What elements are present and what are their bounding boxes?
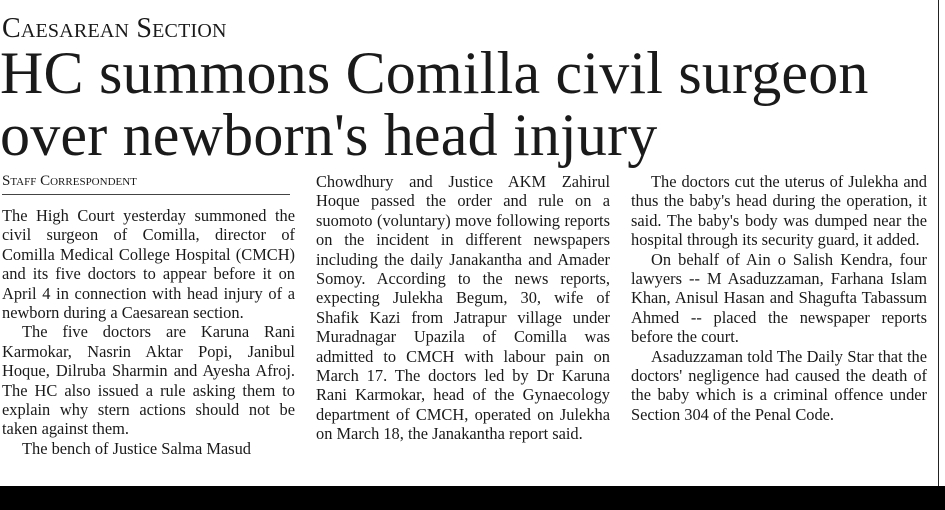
paragraph: The five doctors are Karuna Rani Karmokar, Nasrin Aktar Popi, Janibul Hoque, Dilruba Sharmin and Ayesha Afroj. The HC also issued a rule asking them to explain why stern actions should not be taken against them. (2, 322, 295, 439)
article-column-2 (316, 172, 610, 486)
paragraph: The High Court yesterday summoned the civil surgeon of Comilla, director of Comilla Medical College Hospital (CMCH) and its five doctors to appear before it on April 4 in connection with head injury of a newborn during a Caesarean section. (2, 206, 295, 323)
article-column-1 (2, 206, 295, 486)
headline-line-1: HC summons Comilla civil surgeon (0, 40, 869, 106)
page-edge-rule (938, 0, 945, 486)
bottom-black-bar (0, 486, 945, 510)
headline-line-2: over newborn's head injury (0, 102, 658, 168)
paragraph: The bench of Justice Salma Masud (22, 438, 251, 458)
paragraph: On behalf of Ain o Salish Kendra, four lawyers -- M Asaduzzaman, Farhana Islam Khan, Anisul Hasan and Shagufta Tabassum Ahmed -- placed the newspaper reports before the court. (631, 249, 927, 347)
headline (0, 42, 936, 166)
section-kicker: Caesarean Section (2, 13, 227, 44)
paragraph: Asaduzzaman told The Daily Star that the doctors' negligence had caused the death of the baby which is a criminal offence under Section 304 of the Penal Code. (631, 346, 927, 424)
article-column-3 (631, 172, 927, 486)
paragraph: Chowdhury and Justice AKM Zahirul Hoque passed the order and rule on a suomoto (voluntary) move following reports on the incident in different newspapers including the daily Janakantha and Amader Somoy. According to the news reports, expecting Julekha Begum, 30, wife of Shafik Kazi from Jatrapur village under Muradnagar Upazila of Comilla was admitted to CMCH with labour pain on March 17. The doctors led by Dr Karuna Rani Karmokar, head of the Gynaecology department of CMCH, operated on Julekha on March 18, the Janakantha report said. (316, 172, 610, 444)
byline: Staff Correspondent (2, 173, 290, 195)
paragraph: The doctors cut the uterus of Julekha and thus the baby's head during the operation, it said. The baby's body was dumped near the hospital through its security guard, it added. (631, 172, 927, 250)
